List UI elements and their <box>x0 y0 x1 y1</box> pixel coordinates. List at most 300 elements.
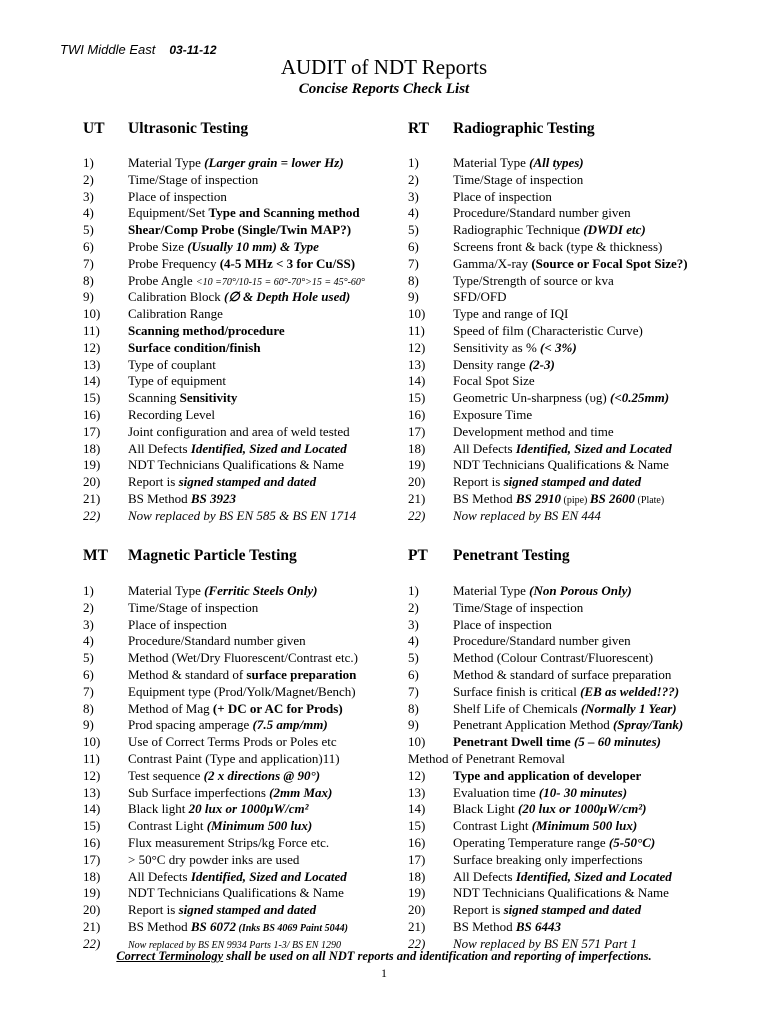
pt-item-part-a: Time/Stage of inspection <box>453 599 584 615</box>
ut-item-part-a: Type of equipment <box>128 373 227 389</box>
mt-item-number: 4) <box>83 633 94 649</box>
ut-item-number: 9) <box>83 289 94 305</box>
mt-item-number: 6) <box>83 667 94 682</box>
rt-item-part-b: signed stamped and dated <box>503 474 642 490</box>
table-row <box>0 372 768 389</box>
ut-item-number: 20) <box>83 474 101 490</box>
mt-item-part-b: (+ DC or AC for Prods) <box>212 700 343 716</box>
ut-item-part-b: Type and Scanning method <box>208 205 360 221</box>
ut-item-number: 2) <box>83 171 94 187</box>
mt-item-part-a: Equipment type (Prod/Yolk/Magnet/Bench) <box>128 683 356 699</box>
mt-item-part-b: (Minimum 500 lux) <box>206 818 313 834</box>
ut-item-part-a: Shear/Comp Probe (Single/Twin MAP?) <box>128 222 352 238</box>
table-row <box>0 238 768 255</box>
mt-item-number: 3) <box>83 616 94 632</box>
rt-item-text <box>453 171 583 188</box>
table-row <box>0 288 768 305</box>
ut-item-number: 16) <box>83 407 101 422</box>
rt-item-part-b: (Source or Focal Spot Size?) <box>531 255 688 271</box>
pt-item-part-b: (10- 30 minutes) <box>538 784 628 800</box>
mt-item-part-a: Contrast Paint (Type and application)11) <box>128 751 340 766</box>
pt-item-number: 18) <box>408 868 426 884</box>
rt-item-number: 3) <box>408 188 419 204</box>
ut-item-part-a: Report is <box>128 474 179 490</box>
rt-item-part-a: Gamma/X-ray <box>453 255 532 271</box>
pt-item-part-a: Evaluation time <box>453 784 539 800</box>
pt-item-number: 4) <box>408 633 419 649</box>
table-row <box>0 716 768 733</box>
pt-item-part-a: Surface breaking only imperfections <box>453 851 643 867</box>
mt-item-text <box>128 649 358 666</box>
table-row <box>0 322 768 339</box>
rt-item-number: 5) <box>408 222 419 238</box>
ut-item-text <box>128 406 215 423</box>
mt-item-text <box>128 666 356 683</box>
ut-item-text <box>128 423 350 440</box>
mt-item-part-a: Use of Correct Terms Prods or Poles etc <box>128 734 337 750</box>
ut-code: UT <box>83 120 105 137</box>
pt-item-number: 1) <box>408 583 419 598</box>
mt-item-part-a: Flux measurement Strips/kg Force etc. <box>128 835 330 850</box>
pt-item-text <box>453 918 561 935</box>
pt-item-text <box>453 683 679 700</box>
mt-item-text <box>128 834 329 851</box>
rt-item-text <box>453 456 669 473</box>
ut-item-text <box>128 188 227 205</box>
ut-item-number: 18) <box>83 440 101 456</box>
mt-code: MT <box>83 547 108 564</box>
mt-item-part-a: BS Method <box>128 919 191 934</box>
pt-item-number: 15) <box>408 818 426 834</box>
pt-code: PT <box>408 547 428 564</box>
rt-item-part-d: BS 2600 <box>589 491 636 506</box>
mt-item-text <box>128 767 320 784</box>
ut-item-text <box>128 372 226 389</box>
rt-item-number: 15) <box>408 390 426 406</box>
mt-item-part-b: (2mm Max) <box>269 784 333 800</box>
mt-item-number: 21) <box>83 919 101 934</box>
table-row <box>0 868 768 885</box>
rt-item-text <box>453 389 669 406</box>
mt-item-text <box>128 716 328 733</box>
rt-item-part-a: Material Type <box>453 155 530 170</box>
rt-item-part-a: Development method and time <box>453 423 614 439</box>
table-row <box>0 490 768 507</box>
pt-item-part-b: Identified, Sized and Located <box>515 868 672 884</box>
pt-item-number: 9) <box>408 717 419 733</box>
table-row <box>0 582 768 599</box>
rt-item-text <box>453 507 601 524</box>
ut-title: Ultrasonic Testing <box>128 120 249 137</box>
table-row <box>0 389 768 406</box>
pt-item-number: 22) <box>408 935 426 951</box>
ut-item-number: 15) <box>83 390 101 406</box>
ut-item-number: 5) <box>83 222 94 238</box>
pt-item-number: 5) <box>408 650 419 666</box>
pt-item-number: 17) <box>408 851 426 867</box>
rt-item-text <box>453 238 662 255</box>
ut-item-part-b: <10 =70°/10-15 = 60°-70°>15 = 45°-60° <box>195 276 365 288</box>
pt-item-part-a: Surface finish is critical <box>453 683 581 699</box>
pt-item-part-a: All Defects <box>453 868 516 884</box>
rt-item-part-a: Time/Stage of inspection <box>453 171 584 187</box>
pt-item-part-a: Contrast Light <box>453 818 532 834</box>
footer-underlined: Correct Terminology <box>116 949 224 963</box>
pt-item-text <box>453 851 643 868</box>
rt-item-part-a: Type/Strength of source or kva <box>453 272 614 288</box>
mt-item-part-b: signed stamped and dated <box>178 902 317 918</box>
ut-item-text <box>128 204 360 221</box>
ut-item-number: 22) <box>83 507 101 523</box>
ut-item-number: 1) <box>83 155 94 170</box>
table-row <box>0 700 768 717</box>
pt-item-part-a: Method of Penetrant Removal <box>408 751 566 766</box>
table-row <box>0 767 768 784</box>
mt-item-text <box>128 632 306 649</box>
mt-item-part-a: Procedure/Standard number given <box>128 633 306 649</box>
ut-item-part-a: Surface condition/finish <box>128 339 261 355</box>
ut-item-text <box>128 339 261 356</box>
ut-item-part-a: Recording Level <box>128 407 215 422</box>
pt-item-part-b: BS 6443 <box>515 919 561 934</box>
mt-item-number: 22) <box>83 935 101 951</box>
pt-item-part-a: Material Type <box>453 583 530 598</box>
mt-item-text <box>128 868 347 885</box>
rt-item-part-c: (pipe) <box>561 495 590 506</box>
mt-item-number: 5) <box>83 650 94 666</box>
ut-item-text <box>128 288 350 305</box>
pt-item-number: 3) <box>408 616 419 632</box>
ut-item-number: 6) <box>83 239 94 254</box>
pt-item-part-a: NDT Technicians Qualifications & Name <box>453 885 669 901</box>
table-row <box>0 884 768 901</box>
ut-item-part-b: (∅ & Depth Hole used) <box>224 289 351 305</box>
org-name: TWI Middle East <box>60 42 156 57</box>
pt-item-part-a: Report is <box>453 902 504 918</box>
pt-item-number: 12) <box>408 767 426 783</box>
ut-item-part-a: Joint configuration and area of weld tested <box>128 423 350 439</box>
pt-item-number: 8) <box>408 700 419 716</box>
pt-item-part-a: Place of inspection <box>453 616 552 632</box>
rt-item-part-a: Geometric Un-sharpness (υg) <box>453 390 610 406</box>
mt-item-text <box>128 700 343 717</box>
mt-item-part-b: (7.5 amp/mm) <box>252 717 328 733</box>
table-row <box>0 204 768 221</box>
rt-item-part-a: Now replaced by BS EN 444 <box>453 507 601 523</box>
mt-item-text <box>128 733 337 750</box>
rt-item-text <box>453 356 555 373</box>
mt-item-part-a: Contrast Light <box>128 818 207 834</box>
ut-item-text <box>128 154 344 171</box>
ut-item-part-a: All Defects <box>128 440 191 456</box>
pt-item-text <box>453 582 632 599</box>
mt-item-number: 18) <box>83 868 101 884</box>
pt-item-part-b: (Minimum 500 lux) <box>531 818 638 834</box>
mt-item-number: 2) <box>83 599 94 615</box>
pt-item-part-a: BS Method <box>453 919 516 934</box>
rt-item-part-a: Radiographic Technique <box>453 222 584 238</box>
pt-item-part-b: signed stamped and dated <box>503 902 642 918</box>
rt-item-number: 17) <box>408 423 426 439</box>
mt-item-part-a: All Defects <box>128 868 191 884</box>
table-row <box>0 800 768 817</box>
rt-item-part-a: Report is <box>453 474 504 490</box>
rt-item-part-a: Speed of film (Characteristic Curve) <box>453 323 643 338</box>
ut-item-text <box>128 221 351 238</box>
mt-item-number: 16) <box>83 835 101 850</box>
rt-item-text <box>453 154 584 171</box>
mt-item-part-a: Sub Surface imperfections <box>128 784 270 800</box>
rt-item-part-b: Identified, Sized and Located <box>515 440 672 456</box>
pt-title: Penetrant Testing <box>453 547 570 564</box>
mt-item-text <box>128 616 227 633</box>
pt-item-text <box>453 800 647 817</box>
pt-item-part-b: (5 – 60 minutes) <box>573 734 661 750</box>
pt-item-text <box>453 733 661 750</box>
pt-item-number: 6) <box>408 667 419 682</box>
rt-item-text <box>453 440 672 457</box>
ut-item-part-b: BS 3923 <box>190 491 236 506</box>
rt-item-part-a: Exposure Time <box>453 407 533 422</box>
mt-item-text <box>128 784 332 801</box>
mt-item-part-a: Time/Stage of inspection <box>128 599 259 615</box>
mt-item-part-a: Material Type <box>128 583 205 598</box>
mt-item-part-a: Method (Wet/Dry Fluorescent/Contrast etc.) <box>128 650 359 666</box>
pt-item-text <box>453 666 671 683</box>
ut-item-text <box>128 473 316 490</box>
rt-item-part-a: Procedure/Standard number given <box>453 205 631 221</box>
mt-item-number: 19) <box>83 885 101 901</box>
ut-item-part-a: Equipment/Set <box>128 205 209 221</box>
ut-item-part-a: Calibration Range <box>128 306 223 322</box>
pt-item-number: 2) <box>408 599 419 615</box>
ut-item-number: 3) <box>83 188 94 204</box>
table-row <box>0 683 768 700</box>
rt-item-number: 2) <box>408 171 419 187</box>
pt-item-number: 21) <box>408 919 426 934</box>
rt-item-number: 20) <box>408 474 426 490</box>
ut-item-text <box>128 255 355 272</box>
rt-item-number: 18) <box>408 440 426 456</box>
ut-item-text <box>128 322 285 339</box>
mt-item-part-b: surface preparation <box>246 667 357 682</box>
table-row <box>0 356 768 373</box>
table-row <box>0 750 768 767</box>
pt-item-text <box>453 884 669 901</box>
rt-item-number: 10) <box>408 306 426 322</box>
footer-text: shall be used on all NDT reports and identification and reporting of imperfections. <box>223 949 652 963</box>
table-row <box>0 599 768 616</box>
rt-item-number: 22) <box>408 507 426 523</box>
table-row <box>0 784 768 801</box>
ut-item-part-b: signed stamped and dated <box>178 474 317 490</box>
rt-item-number: 14) <box>408 373 426 389</box>
table-row <box>0 851 768 868</box>
ut-item-part-a: Type of couplant <box>128 356 216 372</box>
mt-item-text <box>128 800 309 817</box>
rt-item-text <box>453 288 506 305</box>
ut-item-text <box>128 440 347 457</box>
ut-item-text <box>128 507 356 524</box>
pt-item-text <box>453 834 655 851</box>
mt-item-number: 14) <box>83 801 101 817</box>
pt-item-part-a: Penetrant Dwell time <box>453 734 574 750</box>
ut-item-text <box>128 356 216 373</box>
rt-item-number: 21) <box>408 491 426 506</box>
ut-item-part-a: Calibration Block <box>128 289 225 305</box>
pt-item-part-b: (Spray/Tank) <box>612 717 684 733</box>
ut-item-part-a: Probe Frequency <box>128 255 220 271</box>
ut-item-part-a: Scanning <box>128 390 180 406</box>
rt-item-text <box>453 322 643 339</box>
rt-item-number: 12) <box>408 339 426 355</box>
mt-item-part-a: Method of Mag <box>128 700 213 716</box>
pt-item-part-a: Method & standard of surface preparation <box>453 667 672 682</box>
rt-item-part-a: Screens front & back (type & thickness) <box>453 239 663 254</box>
mt-item-number: 12) <box>83 767 101 783</box>
rt-item-text <box>453 188 552 205</box>
ut-item-part-a: Probe Size <box>128 239 188 254</box>
rt-item-part-b: (<0.25mm) <box>609 390 670 406</box>
rt-item-part-a: Density range <box>453 356 529 372</box>
pt-item-text <box>453 817 637 834</box>
pt-item-part-a: Method (Colour Contrast/Fluorescent) <box>453 650 654 666</box>
mt-item-text <box>128 599 258 616</box>
pt-item-text <box>453 716 683 733</box>
ut-item-number: 13) <box>83 356 101 372</box>
report-date: 03-11-12 <box>169 43 217 57</box>
ut-item-number: 10) <box>83 306 101 322</box>
rt-item-number: 6) <box>408 239 419 254</box>
table-row <box>0 339 768 356</box>
mt-item-number: 17) <box>83 851 101 867</box>
ut-item-text <box>128 490 236 507</box>
pt-item-part-a: Procedure/Standard number given <box>453 633 631 649</box>
ut-item-part-b: Identified, Sized and Located <box>190 440 347 456</box>
mt-item-part-a: Now replaced by BS EN 9934 Parts 1-3/ BS EN 1290 <box>128 939 341 951</box>
ut-item-part-b: (4-5 MHz < 3 for Cu/SS) <box>219 255 356 271</box>
ut-item-number: 11) <box>83 323 100 338</box>
mt-item-part-b: (2 x directions @ 90°) <box>203 767 321 783</box>
mt-item-part-a: Method & standard of <box>128 667 247 682</box>
rt-item-part-e: (Plate) <box>635 495 665 506</box>
pt-item-text <box>453 616 552 633</box>
pt-item-number: 16) <box>408 835 426 850</box>
mt-item-number: 20) <box>83 902 101 918</box>
mt-item-text <box>128 901 316 918</box>
ut-item-part-a: Place of inspection <box>128 188 227 204</box>
pt-item-part-b: (Normally 1 Year) <box>580 700 677 716</box>
mt-item-part-b: 20 lux or 1000μW/cm² <box>188 801 309 817</box>
mt-title: Magnetic Particle Testing <box>128 547 297 564</box>
table-row <box>0 272 768 289</box>
mt-item-text <box>128 683 356 700</box>
table-row <box>0 733 768 750</box>
table-row <box>0 918 768 935</box>
ut-item-part-a: Time/Stage of inspection <box>128 171 259 187</box>
rt-item-number: 4) <box>408 205 419 221</box>
pt-item-number: 20) <box>408 902 426 918</box>
table-row <box>0 456 768 473</box>
mt-item-part-a: > 50°C dry powder inks are used <box>128 851 300 867</box>
mt-item-text <box>128 851 299 868</box>
pt-item-number: 19) <box>408 885 426 901</box>
ut-item-part-b: Sensitivity <box>179 390 238 406</box>
rt-item-part-b: (All types) <box>529 155 584 170</box>
pt-item-text <box>453 868 672 885</box>
rt-item-part-a: BS Method <box>453 491 516 506</box>
pt-item-part-b: (EB as welded!??) <box>580 683 680 699</box>
page-number: 1 <box>381 966 387 980</box>
rt-item-part-b: (DWDI etc) <box>583 222 646 238</box>
pt-item-number: 7) <box>408 683 419 699</box>
mt-item-text <box>128 884 344 901</box>
mt-item-part-b: (Ferritic Steels Only) <box>204 583 318 598</box>
footer-note <box>0 949 768 964</box>
rt-item-part-a: Place of inspection <box>453 188 552 204</box>
mt-item-text <box>128 817 312 834</box>
rt-item-part-b: (< 3%) <box>540 339 577 355</box>
ut-item-number: 7) <box>83 255 94 271</box>
ut-item-number: 19) <box>83 457 101 473</box>
page-title: AUDIT of NDT Reports <box>280 55 488 79</box>
mt-item-text <box>128 750 340 767</box>
ut-item-part-a: BS Method <box>128 491 191 506</box>
ut-item-number: 21) <box>83 491 101 506</box>
pt-item-part-a: Type and application of developer <box>453 767 642 783</box>
table-row <box>0 440 768 457</box>
rt-item-part-a: Focal Spot Size <box>453 373 535 389</box>
mt-item-text <box>128 582 318 599</box>
pt-item-text <box>453 901 641 918</box>
rt-code: RT <box>408 120 429 137</box>
table-row <box>0 423 768 440</box>
mt-item-part-a: NDT Technicians Qualifications & Name <box>128 885 344 901</box>
ut-item-part-a: Material Type <box>128 155 205 170</box>
table-row <box>0 221 768 238</box>
ut-item-number: 12) <box>83 339 101 355</box>
rt-item-number: 13) <box>408 356 426 372</box>
ut-item-part-a: Scanning method/procedure <box>128 323 285 338</box>
table-row <box>0 507 768 524</box>
ut-item-text <box>128 305 223 322</box>
table-row <box>0 649 768 666</box>
rt-item-text <box>453 204 631 221</box>
pt-item-part-a: Shelf Life of Chemicals <box>453 700 581 716</box>
pt-item-part-a: Black Light <box>453 801 518 817</box>
table-row <box>0 666 768 683</box>
table-row <box>0 154 768 171</box>
table-row <box>0 473 768 490</box>
pt-item-part-b: (20 lux or 1000μW/cm²) <box>518 801 647 817</box>
pt-item-text <box>453 649 653 666</box>
pt-item-text <box>453 784 627 801</box>
pt-item-number: 10) <box>408 734 426 750</box>
rt-item-number: 9) <box>408 289 419 305</box>
mt-item-number: 7) <box>83 683 94 699</box>
ut-item-text <box>128 171 258 188</box>
rt-item-number: 16) <box>408 407 426 422</box>
rt-item-text <box>453 221 646 238</box>
pt-item-part-a: Penetrant Application Method <box>453 717 613 733</box>
mt-item-part-b: BS 6072 <box>190 919 236 934</box>
table-row <box>0 406 768 423</box>
rt-item-number: 1) <box>408 155 419 170</box>
mt-item-number: 15) <box>83 818 101 834</box>
pt-item-number: 14) <box>408 801 426 817</box>
ut-item-number: 8) <box>83 272 94 288</box>
table-row <box>0 901 768 918</box>
